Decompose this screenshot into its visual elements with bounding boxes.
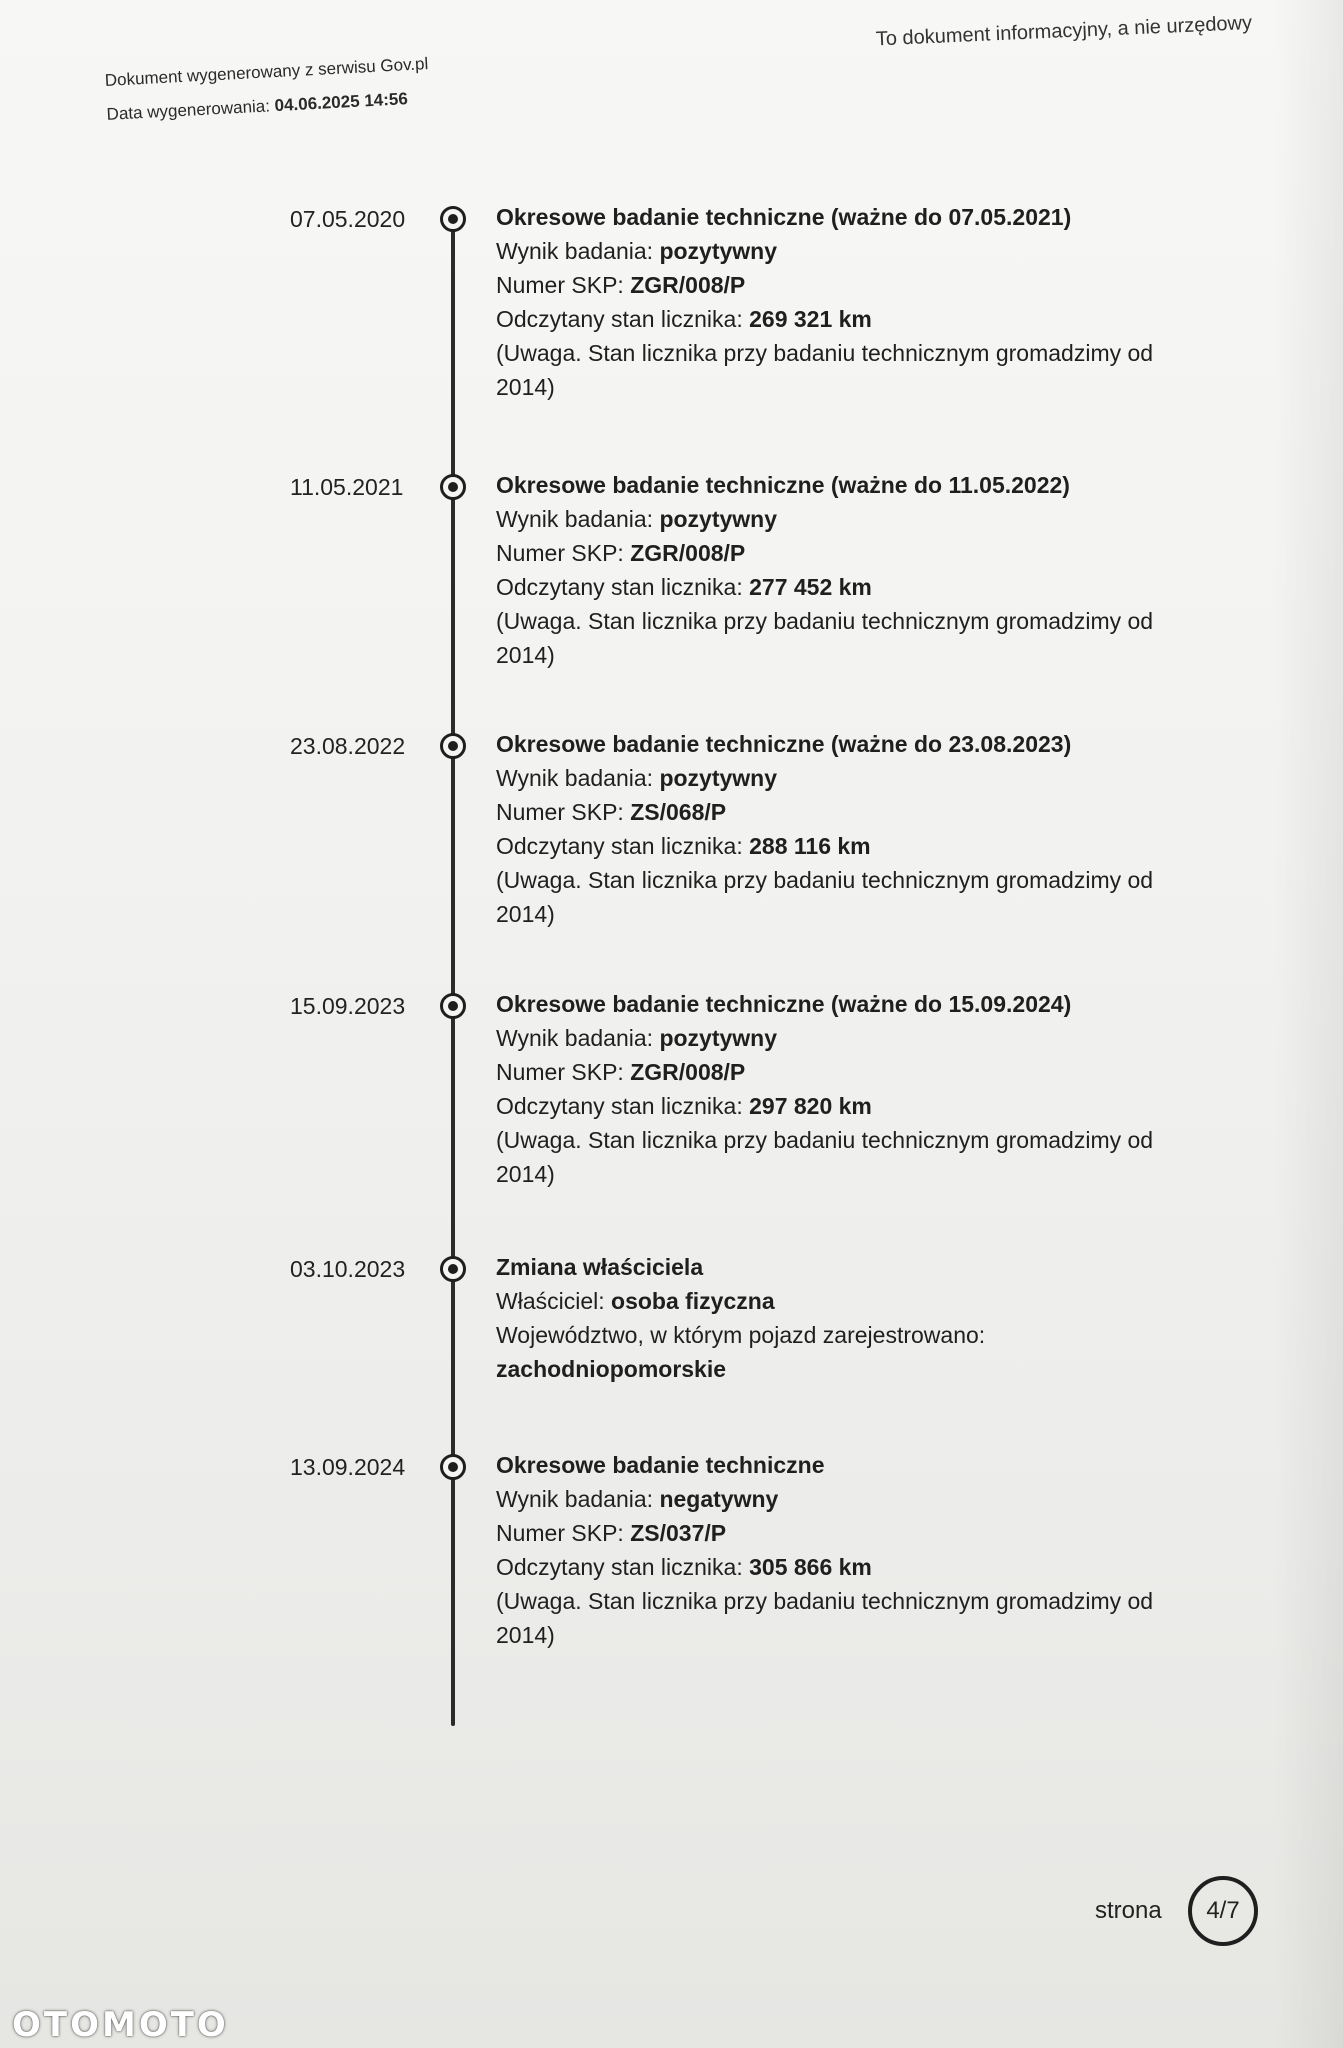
generated-date-label: Data wygenerowania: [106,96,271,124]
event-note: (Uwaga. Stan licznika przy badaniu technicznym gromadzimy od 2014) [496,608,1154,668]
generated-date-value: 04.06.2025 14:56 [274,89,409,116]
event-line: Wynik badania: negatywny [496,1486,779,1512]
event-line: Właściciel: osoba fizyczna [496,1288,775,1314]
page-label: strona [1095,1897,1162,1924]
generation-meta [104,47,431,132]
event-line: Wynik badania: pozytywny [496,765,778,791]
event-body [496,1448,1196,1652]
timeline-dot-icon [440,1256,466,1282]
otomoto-watermark: OTOMOTO [12,2005,229,2045]
event-line: zachodniopomorskie [496,1356,727,1382]
disclaimer-text: To dokument informacyjny, a nie urzędowy [874,12,1252,51]
event-date: 03.10.2023 [290,1256,406,1282]
timeline-line [451,206,455,1726]
event-date: 07.05.2020 [290,206,406,232]
event-body [496,987,1196,1191]
event-line: Numer SKP: ZS/068/P [496,799,727,825]
event-line: Odczytany stan licznika: 297 820 km [496,1093,872,1119]
event-note: (Uwaga. Stan licznika przy badaniu technicznym gromadzimy od 2014) [496,867,1154,927]
page-number-badge [1188,1876,1258,1946]
event-line: Odczytany stan licznika: 277 452 km [496,574,872,600]
timeline-dot-icon [440,733,466,759]
event-date: 13.09.2024 [290,1454,406,1480]
event-line: Wynik badania: pozytywny [496,506,778,532]
event-date: 23.08.2022 [290,733,406,759]
event-title: Okresowe badanie techniczne (ważne do 11.05.2022) [496,472,1070,498]
timeline-dot-icon [440,993,466,1019]
event-date: 11.05.2021 [290,474,404,500]
timeline-dot-icon [440,1454,466,1480]
event-line: Odczytany stan licznika: 269 321 km [496,306,872,332]
event-line: Numer SKP: ZGR/008/P [496,540,746,566]
event-date: 15.09.2023 [290,993,406,1019]
event-line: Odczytany stan licznika: 288 116 km [496,833,871,859]
event-title: Okresowe badanie techniczne (ważne do 15.09.2024) [496,991,1072,1017]
page-number: 4/7 [1206,1897,1240,1924]
event-note: (Uwaga. Stan licznika przy badaniu technicznym gromadzimy od 2014) [496,1588,1154,1648]
event-body [496,727,1196,931]
timeline-dot-icon [440,474,466,500]
timeline-dot-icon [440,206,466,232]
event-line: Numer SKP: ZGR/008/P [496,1059,746,1085]
event-line: Województwo, w którym pojazd zarejestrowano: [496,1322,986,1348]
event-title: Okresowe badanie techniczne [496,1452,825,1478]
event-title: Zmiana właściciela [496,1254,704,1280]
event-line: Numer SKP: ZGR/008/P [496,272,746,298]
generated-from-text: Dokument wygenerowany z serwisu Gov.pl [104,54,429,90]
event-body [496,200,1196,404]
event-title: Okresowe badanie techniczne (ważne do 07.05.2021) [496,204,1072,230]
event-body [496,468,1196,672]
event-title: Okresowe badanie techniczne (ważne do 23.08.2023) [496,731,1072,757]
event-note: (Uwaga. Stan licznika przy badaniu technicznym gromadzimy od 2014) [496,1127,1154,1187]
event-note: (Uwaga. Stan licznika przy badaniu technicznym gromadzimy od 2014) [496,340,1154,400]
event-body [496,1250,1196,1386]
event-line: Wynik badania: pozytywny [496,1025,778,1051]
event-line: Numer SKP: ZS/037/P [496,1520,727,1546]
event-line: Wynik badania: pozytywny [496,238,778,264]
event-line: Odczytany stan licznika: 305 866 km [496,1554,872,1580]
